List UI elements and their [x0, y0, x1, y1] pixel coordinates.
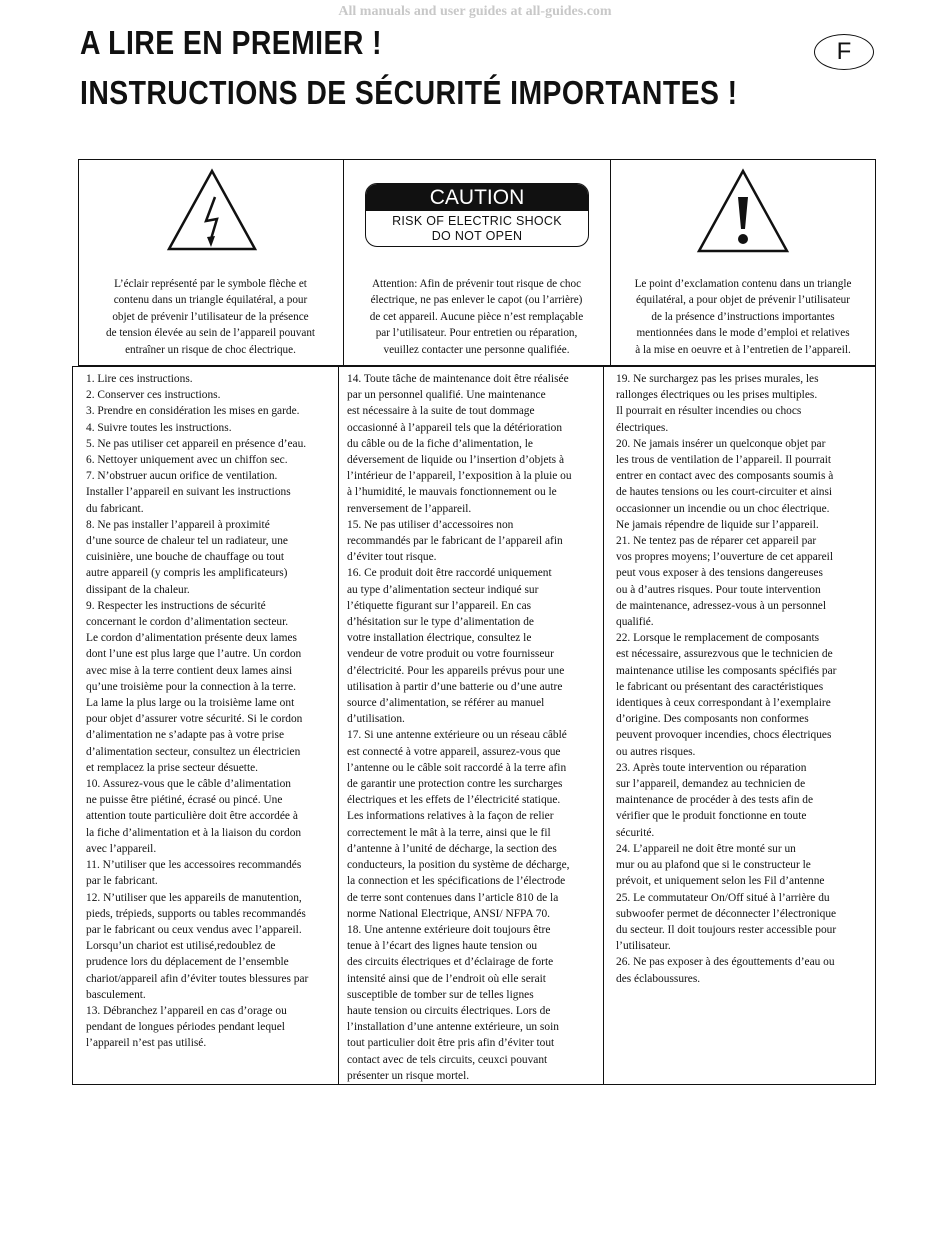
instruction-line: recommandés par le fabricant de l’appareil afin	[347, 535, 563, 548]
instruction-line: est connecté à votre appareil, assurez-vous que	[347, 745, 561, 758]
instruction-line: sécurité.	[616, 826, 655, 839]
caution-label	[365, 183, 589, 247]
instruction-line: rallonges électriques ou les prises multiples.	[616, 389, 818, 402]
instruction-line: 2. Conserver ces instructions.	[86, 389, 221, 402]
exclamation-description-line: à la mise en oeuvre et à l’entretien de l’appareil.	[635, 343, 851, 356]
instruction-line: mur ou au plafond que si le constructeur le	[616, 859, 811, 872]
instruction-line: d’hésitation sur le type d’alimentation de	[347, 616, 534, 629]
instruction-line: source d’alimentation, se référer au manuel	[347, 697, 545, 710]
instruction-line: qualifié.	[616, 616, 654, 629]
instruction-line: susceptible de tomber sur de telles lignes	[347, 988, 534, 1001]
caution-subtitle	[366, 211, 588, 244]
instruction-line: par un personnel qualifié. Une maintenance	[347, 389, 546, 402]
instruction-line: est nécessaire, assurezvous que le technicien de	[616, 648, 833, 661]
instruction-line: d’origine. Des composants non conformes	[616, 713, 809, 726]
instruction-line: 9. Respecter les instructions de sécurité	[86, 599, 266, 612]
instruction-line: les trous de ventilation de l’appareil. Il pourrait	[616, 454, 832, 467]
instruction-line: Le cordon d’alimentation présente deux lames	[86, 632, 297, 645]
instruction-line: Les informations relatives à la façon de relier	[347, 810, 554, 823]
instruction-line: est nécessaire à la suite de tout dommage	[347, 405, 535, 418]
instruction-line: d’alimentation secteur, consultez un électricien	[86, 745, 301, 758]
instruction-line: l’étiquette figurant sur l’appareil. En cas	[347, 599, 532, 612]
watermark: All manuals and user guides at all-guides.com	[338, 4, 612, 19]
instructions-column-3	[616, 371, 874, 987]
instruction-line: La lame la plus large ou la troisième lame ont	[86, 697, 295, 710]
instruction-line: contact avec de tels circuits, ceuxci pouvant	[347, 1053, 548, 1066]
instruction-line: conducteurs, la position du système de décharge,	[347, 859, 570, 872]
caution-description	[343, 276, 610, 359]
instruction-line: et remplacez la prise secteur désuette.	[86, 761, 259, 774]
instruction-line: 10. Assurez-vous que le câble d’alimentation	[86, 778, 291, 791]
instruction-line: avec l’appareil.	[86, 842, 157, 855]
instruction-line: 1. Lire ces instructions.	[86, 373, 193, 385]
instruction-line: l’utilisateur.	[616, 940, 671, 953]
instruction-line: 4. Suivre toutes les instructions.	[86, 421, 232, 434]
lightning-description-line: L’éclair représenté par le symbole flèche et	[114, 277, 307, 290]
instruction-line: l’intérieur de l’appareil, l’exposition à la pluie ou	[347, 470, 572, 483]
instruction-line: pendant de longues périodes pendant lequel	[86, 1021, 285, 1034]
instruction-line: entrer en contact avec des composants soumis à	[616, 470, 834, 483]
instruction-line: d’une source de chaleur tel un radiateur, une	[86, 535, 288, 548]
lightning-description-line: entraîner un risque de choc électrique.	[125, 343, 296, 356]
instruction-line: 18. Une antenne extérieure doit toujours être	[347, 923, 551, 936]
instruction-line: 6. Nettoyer uniquement avec un chiffon sec.	[86, 454, 288, 467]
instruction-line: dont l’une est plus large que l’autre. Un cordon	[86, 648, 302, 661]
instruction-line: pieds, trépieds, supports ou tables recommandés	[86, 907, 306, 920]
instruction-line: vendeur de votre produit ou votre fournisseur	[347, 648, 554, 661]
lightning-description	[78, 276, 343, 359]
instruction-line: cuisinière, une bouche de chauffage ou tout	[86, 551, 285, 564]
lightning-description-line: objet de prévenir l’utilisateur de la présence	[112, 310, 309, 323]
instruction-line: vos propres moyens; l’ouverture de cet appareil	[616, 551, 833, 564]
instruction-line: de terre sont contenues dans l’article 810 de la	[347, 891, 559, 904]
instruction-line: de garantir une protection contre les surcharges	[347, 778, 563, 791]
instruction-line: l’installation d’une antenne extérieure, un soin	[347, 1021, 559, 1034]
instruction-line: Ne jamais répendre de liquide sur l’appareil.	[616, 518, 819, 531]
instruction-line: ne puisse être piétiné, écrasé ou pincé. Une	[86, 794, 283, 807]
instruction-line: par le fabricant ou ceux vendus avec l’appareil.	[86, 923, 302, 936]
instruction-line: d’électricité. Pour les appareils prévus pour une	[347, 664, 565, 677]
instruction-line: du câble ou de la fiche d’alimentation, le	[347, 437, 533, 450]
instructions-column-1	[86, 371, 336, 1052]
instruction-line: ou autres risques.	[616, 745, 696, 758]
instruction-line: 3. Prendre en considération les mises en garde.	[86, 405, 300, 418]
instruction-line: 20. Ne jamais insérer un quelconque objet par	[616, 437, 826, 450]
instruction-line: 13. Débranchez l’appareil en cas d’orage ou	[86, 1004, 287, 1017]
instruction-line: le fabricant ou présentant des caractéristiques	[616, 680, 824, 693]
instruction-line: 15. Ne pas utiliser d’accessoires non	[347, 518, 514, 531]
instruction-line: chariot/appareil afin d’éviter toutes blessures par	[86, 972, 309, 985]
divider	[603, 366, 604, 1085]
instruction-line: la fiche d’alimentation et à la liaison du cordon	[86, 826, 302, 839]
instruction-line: maintenance de procéder à des tests afin de	[616, 794, 814, 807]
instruction-line: 21. Ne tentez pas de réparer cet appareil par	[616, 535, 817, 548]
instruction-line: 8. Ne pas installer l’appareil à proximité	[86, 518, 270, 531]
instruction-line: par le fabricant.	[86, 875, 158, 888]
exclamation-description-line: de la présence d’instructions importantes	[651, 310, 835, 323]
caution-title: CAUTION	[366, 184, 588, 211]
instruction-line: peuvent provoquer incendies, chocs électriques	[616, 729, 832, 742]
lightning-cell	[78, 159, 343, 366]
exclamation-warning-icon	[695, 167, 791, 255]
instruction-line: renversement de l’appareil.	[347, 502, 472, 515]
lightning-description-line: contenu dans un triangle équilatéral, a pour	[113, 294, 308, 306]
instruction-line: maintenance utilise les composants spécifiés par	[616, 664, 837, 677]
instruction-line: utilisation à partir d’une batterie ou d’une autre	[347, 680, 563, 693]
instruction-line: déversement de liquide ou l’insertion d’objets à	[347, 454, 564, 467]
instruction-line: qu’une troisième pour la connection à la terre.	[86, 680, 297, 693]
instruction-line: d’éviter tout risque.	[347, 551, 437, 564]
instruction-line: correctement le mât à la terre, ainsi que le fil	[347, 826, 551, 839]
instruction-line: au type d’alimentation secteur indiqué sur	[347, 583, 539, 596]
caution-subtitle-line: RISK OF ELECTRIC SHOCK	[392, 214, 562, 228]
instruction-line: 16. Ce produit doit être raccordé uniquement	[347, 567, 552, 580]
instruction-line: 23. Après toute intervention ou réparation	[616, 761, 807, 774]
instruction-line: haute tension ou circuits électriques. Lors de	[347, 1004, 551, 1017]
instruction-line: l’appareil n’est pas utilisé.	[86, 1037, 207, 1050]
instruction-line: avec mise à la terre contient deux lames ainsi	[86, 664, 293, 677]
instruction-line: Lorsqu’un chariot est utilisé,redoublez de	[86, 940, 276, 953]
instruction-line: de maintenance, adressez-vous à un personnel	[616, 599, 827, 612]
instruction-line: 7. N’obstruer aucun orifice de ventilation.	[86, 470, 278, 483]
exclamation-cell	[610, 159, 876, 366]
instruction-line: occasionner un incendie ou un choc électrique.	[616, 502, 830, 515]
instruction-line: ou à d’autres risques. Pour toute intervention	[616, 583, 821, 596]
instruction-line: prudence lors du déplacement de l’ensemble	[86, 956, 289, 969]
instruction-line: Installer l’appareil en suivant les instructions	[86, 486, 291, 499]
exclamation-description-line: équilatéral, a pour objet de prévenir l’utilisateur	[635, 294, 851, 306]
instruction-line: pour objet d’assurer votre sécurité. Si le cordon	[86, 713, 303, 726]
instruction-line: 22. Lorsque le remplacement de composants	[616, 632, 820, 645]
instruction-line: 17. Si une antenne extérieure ou un réseau câblé	[347, 729, 567, 742]
exclamation-description-line: Le point d’exclamation contenu dans un triangle	[634, 277, 852, 290]
exclamation-description	[610, 276, 876, 359]
instruction-line: norme National Electrique, ANSI/ NFPA 70.	[347, 907, 551, 920]
instruction-line: 5. Ne pas utiliser cet appareil en présence d’eau.	[86, 437, 307, 450]
instruction-line: prévoit, et uniquement selon les Fil d’antenne	[616, 875, 825, 888]
instruction-line: attention toute particulière doit être accordée à	[86, 810, 298, 823]
instruction-line: vérifier que le produit fonctionne en toute	[616, 810, 807, 823]
instruction-line: à l’humidité, le mauvais fonctionnement ou le	[347, 486, 557, 499]
instruction-line: d’antenne à l’unité de décharge, la section des	[347, 842, 557, 855]
caution-description-line: par l’utilisateur. Pour entretien ou réparation,	[375, 327, 578, 339]
caution-description-line: électrique, ne pas enlever le capot (ou l’arrière)	[370, 294, 583, 306]
caution-description-line: de cet appareil. Aucune pièce n’est remplaçable	[369, 310, 584, 323]
caution-cell	[343, 159, 610, 366]
instruction-line: concernant le cordon d’alimentation secteur.	[86, 616, 289, 629]
instruction-line: l’antenne ou le câble soit raccordé à la terre afin	[347, 761, 567, 774]
instruction-line: du fabricant.	[86, 502, 144, 515]
instruction-line: présenter un risque mortel.	[347, 1069, 470, 1082]
divider	[338, 366, 339, 1085]
instruction-line: occasionné à l’appareil tels que la détérioration	[347, 421, 563, 434]
instruction-line: 24. L’appareil ne doit être monté sur un	[616, 842, 796, 855]
page-title-line1: A LIRE EN PREMIER !	[80, 24, 382, 61]
caution-description-line: veuillez contacter une personne qualifiée.	[383, 343, 570, 356]
instruction-line: la connection et les spécifications de l’électrode	[347, 875, 566, 888]
instruction-line: d’alimentation ne s’adapte pas à votre prise	[86, 729, 284, 742]
instruction-line: 25. Le commutateur On/Off situé à l’arrière du	[616, 891, 830, 904]
instruction-line: peut vous exposer à des tensions dangereuses	[616, 567, 823, 580]
instructions-column-2	[347, 371, 601, 1084]
instruction-line: des circuits électriques et d’éclairage de forte	[347, 956, 554, 969]
instruction-line: électriques.	[616, 421, 669, 434]
instruction-line: tout particulier doit être pris afin d’éviter tout	[347, 1037, 555, 1050]
instruction-line: d’utilisation.	[347, 713, 405, 726]
instruction-line: tenue à l’écart des lignes haute tension ou	[347, 940, 538, 953]
page-title-line2: INSTRUCTIONS DE SÉCURITÉ IMPORTANTES !	[80, 74, 738, 111]
lightning-warning-icon	[165, 167, 259, 253]
instruction-line: basculement.	[86, 988, 146, 1001]
instruction-line: 26. Ne pas exposer à des égouttements d’eau ou	[616, 956, 835, 969]
exclamation-description-line: mentionnées dans le mode d’emploi et relatives	[636, 327, 850, 339]
instruction-line: électriques et les effets de l’électricité statique.	[347, 794, 561, 807]
instruction-line: 14. Toute tâche de maintenance doit être réalisée	[347, 373, 569, 385]
instruction-line: dissipant de la chaleur.	[86, 583, 190, 596]
lightning-description-line: de tension élevée au sein de l’appareil pouvant	[105, 327, 316, 339]
instruction-line: de hautes tensions ou les court-circuiter et ainsi	[616, 486, 833, 499]
instruction-line: Il pourrait en résulter incendies ou chocs	[616, 405, 802, 418]
instruction-line: 19. Ne surchargez pas les prises murales, les	[616, 373, 819, 385]
instruction-line: des éclaboussures.	[616, 972, 701, 985]
instruction-line: identiques à ceux correspondant à l’exemplaire	[616, 697, 831, 710]
instruction-line: subwoofer permet de déconnecter l’électronique	[616, 907, 837, 920]
instruction-line: 12. N’utiliser que les appareils de manutention,	[86, 891, 302, 904]
caution-description-line: Attention: Afin de prévenir tout risque de choc	[371, 277, 582, 290]
instruction-line: du secteur. Il doit toujours rester accessible pour	[616, 923, 837, 936]
instruction-line: intensité ainsi que de l’endroit où elle serait	[347, 972, 546, 985]
caution-subtitle-line: DO NOT OPEN	[431, 229, 523, 243]
instruction-line: votre installation électrique, consultez le	[347, 632, 532, 645]
language-badge: F	[814, 34, 874, 70]
instruction-line: sur l’appareil, demandez au technicien de	[616, 778, 806, 791]
instruction-line: autre appareil (y compris les amplificateurs)	[86, 567, 288, 580]
instruction-line: 11. N’utiliser que les accessoires recommandés	[86, 859, 302, 872]
